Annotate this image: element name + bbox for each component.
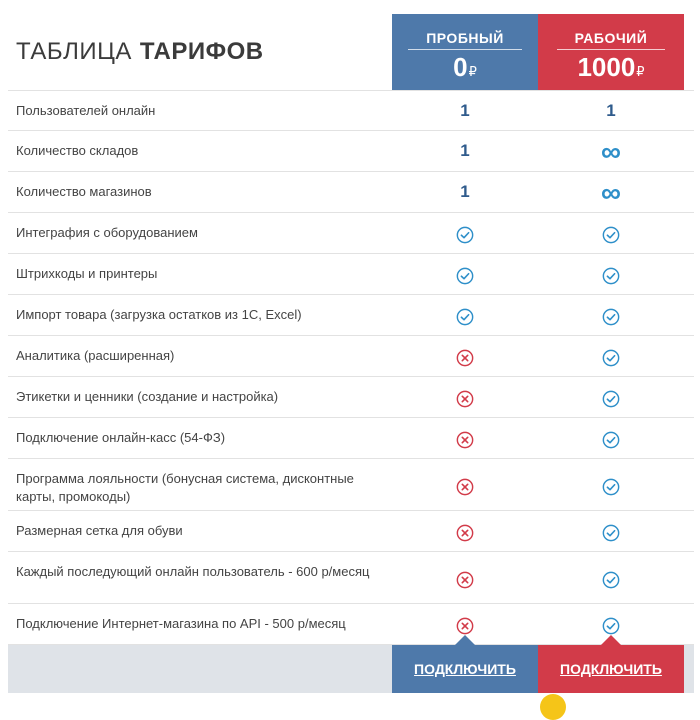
check-icon [602, 308, 620, 326]
cross-icon [456, 571, 474, 589]
count-value: 1 [460, 182, 470, 201]
cell-trial [392, 418, 538, 458]
cell-trial [392, 91, 538, 130]
cross-icon [456, 478, 474, 496]
table-row [8, 213, 694, 254]
check-icon [602, 226, 620, 244]
cell-work [538, 511, 684, 551]
cell-work [538, 552, 684, 603]
infinity-value: ∞ [601, 136, 621, 167]
cell-trial [392, 295, 538, 335]
floating-badge-icon[interactable] [540, 694, 566, 720]
connect-trial-button[interactable]: ПОДКЛЮЧИТЬ [392, 645, 538, 693]
feature-label: Этикетки и ценники (создание и настройка) [16, 389, 279, 404]
table-row [8, 131, 694, 172]
plan-trial-price [392, 52, 538, 83]
check-icon [602, 524, 620, 542]
plan-work-header [538, 14, 684, 90]
plan-work-price-value: 1000 [577, 52, 636, 82]
feature-label: Аналитика (расширенная) [16, 348, 175, 363]
cell-work [538, 295, 684, 335]
check-icon [456, 267, 474, 285]
cell-work [538, 254, 684, 294]
check-icon [602, 478, 620, 496]
plan-work-currency: ₽ [636, 64, 645, 79]
count-value: 1 [460, 100, 470, 120]
feature-label: Штрихкоды и принтеры [16, 266, 158, 281]
cell-trial [392, 213, 538, 253]
count-value: 1 [460, 141, 470, 160]
cell-work [538, 213, 684, 253]
feature-label: Подключение Интернет-магазина по API - 500 р/месяц [16, 616, 346, 631]
cross-icon [456, 390, 474, 408]
cell-work [538, 172, 684, 212]
feature-label: Размерная сетка для обуви [16, 523, 183, 538]
plan-trial-currency: ₽ [468, 64, 477, 79]
cell-work [538, 377, 684, 417]
cross-icon [456, 617, 474, 635]
table-row [8, 336, 694, 377]
feature-label: Программа лояльности (бонусная система, дисконтные карты, промокоды) [16, 471, 354, 504]
table-row [8, 90, 694, 131]
check-icon [602, 617, 620, 635]
cell-work [538, 459, 684, 510]
tariff-table [8, 14, 694, 693]
page-title [8, 14, 392, 90]
cell-trial [392, 254, 538, 294]
cell-trial [392, 511, 538, 551]
connect-work-button[interactable]: ПОДКЛЮЧИТЬ [538, 645, 684, 693]
cross-icon [456, 524, 474, 542]
title-bold: ТАРИФОВ [139, 38, 264, 65]
cell-trial [392, 377, 538, 417]
feature-label: Подключение онлайн-касс (54-ФЗ) [16, 430, 226, 445]
plan-work-name: РАБОЧИЙ [557, 30, 666, 50]
check-icon [602, 390, 620, 408]
table-row [8, 295, 694, 336]
table-row [8, 604, 694, 645]
check-icon [602, 267, 620, 285]
plan-work-price [538, 52, 684, 83]
cell-work [538, 91, 684, 130]
plan-trial-price-value: 0 [453, 52, 468, 82]
feature-label: Импорт товара (загрузка остатков из 1С, Excel) [16, 307, 302, 322]
table-row [8, 552, 694, 604]
table-row [8, 459, 694, 511]
feature-label: Каждый последующий онлайн пользователь - 600 р/месяц [16, 564, 370, 579]
cell-work [538, 336, 684, 376]
cell-trial [392, 459, 538, 510]
check-icon [602, 349, 620, 367]
check-icon [456, 226, 474, 244]
count-value: 1 [606, 100, 616, 120]
table-row [8, 511, 694, 552]
table-header [8, 14, 694, 90]
cell-trial [392, 336, 538, 376]
table-footer [8, 645, 694, 693]
footer-spacer [8, 645, 392, 693]
plan-trial-name: ПРОБНЫЙ [408, 30, 522, 50]
feature-label: Количество складов [16, 143, 139, 158]
feature-label: Количество магазинов [16, 184, 152, 199]
cell-work [538, 131, 684, 171]
check-icon [602, 571, 620, 589]
table-row [8, 172, 694, 213]
cross-icon [456, 431, 474, 449]
cell-trial [392, 172, 538, 212]
table-body [8, 90, 694, 645]
check-icon [602, 431, 620, 449]
title-light: ТАБЛИЦА [16, 38, 132, 65]
table-row [8, 418, 694, 459]
cross-icon [456, 349, 474, 367]
cell-trial [392, 552, 538, 603]
feature-label: Интеграфия с оборудованием [16, 225, 198, 240]
table-row [8, 254, 694, 295]
check-icon [456, 308, 474, 326]
cell-work [538, 418, 684, 458]
cell-trial [392, 131, 538, 171]
feature-label: Пользователей онлайн [16, 103, 156, 118]
table-row [8, 377, 694, 418]
infinity-value: ∞ [601, 177, 621, 208]
plan-trial-header [392, 14, 538, 90]
